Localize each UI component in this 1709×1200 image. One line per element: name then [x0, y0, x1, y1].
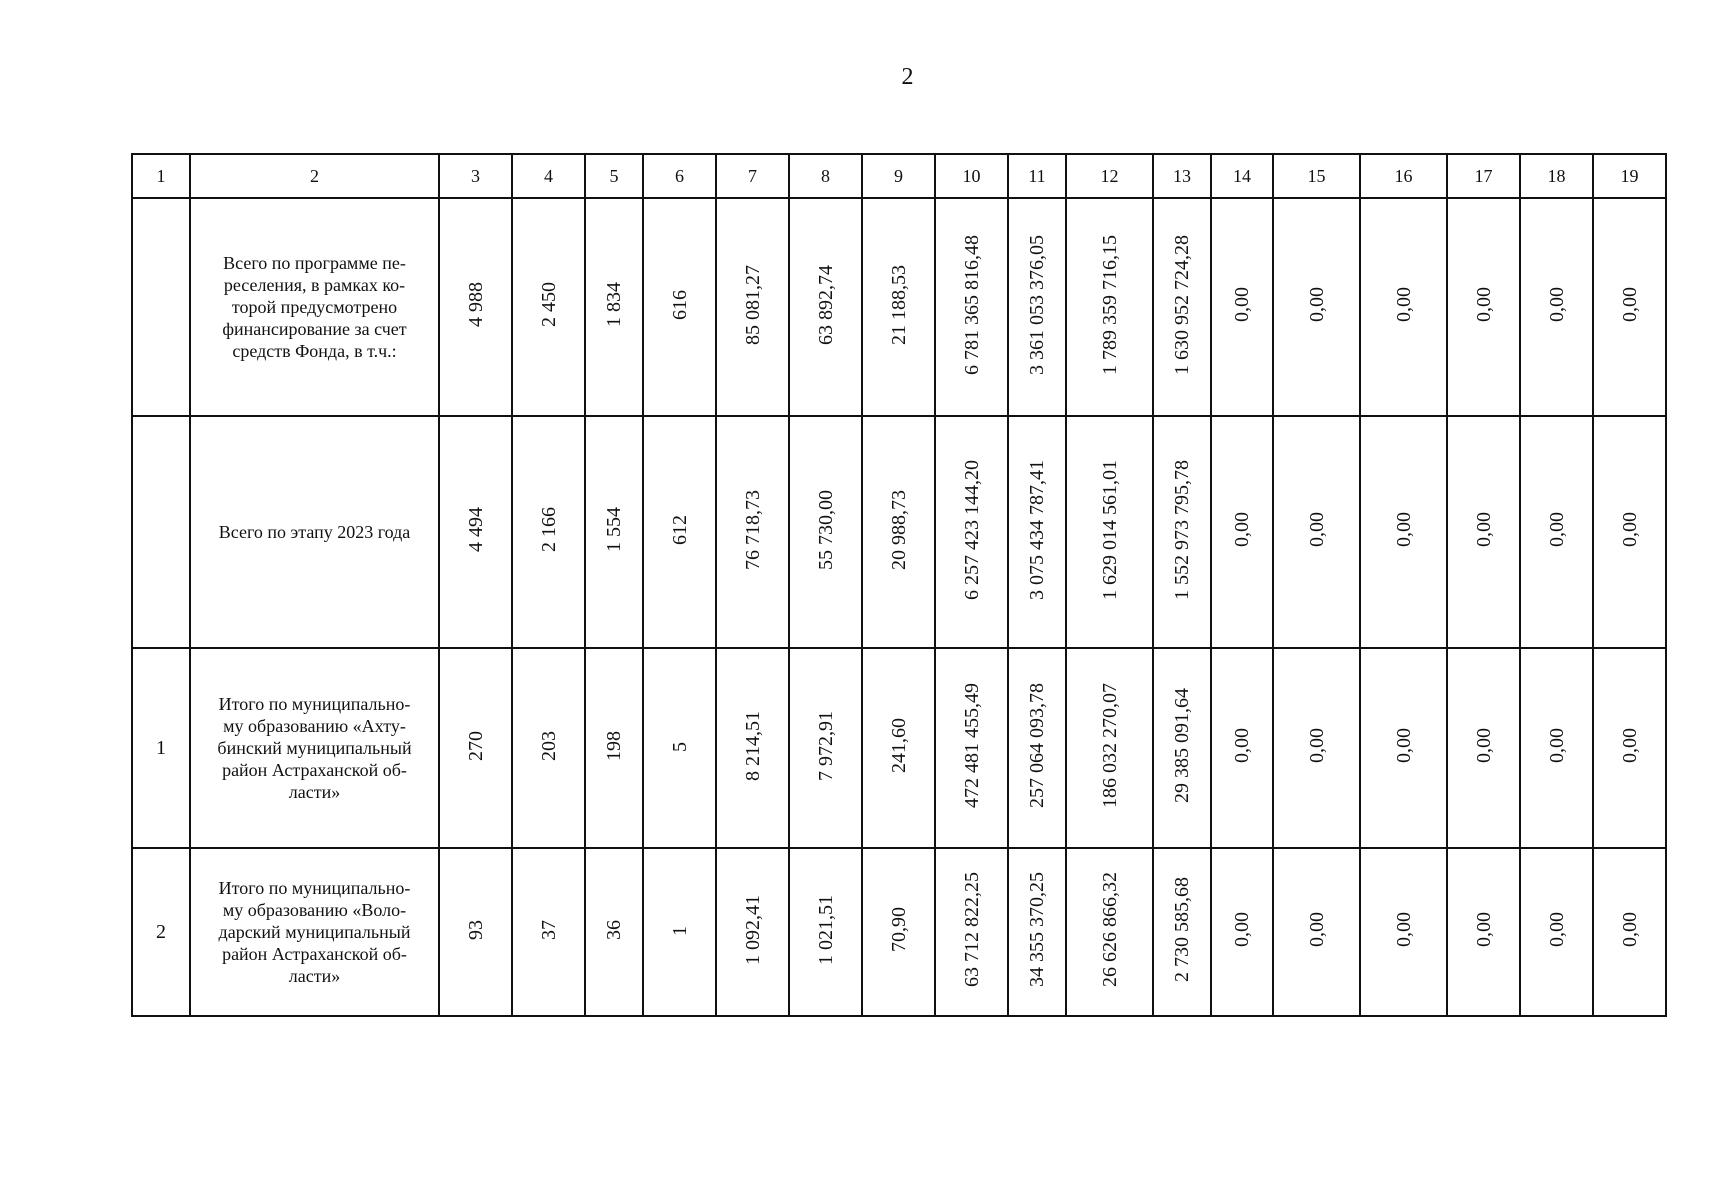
value-cell [585, 198, 643, 416]
row-label-line: район Астраханской об- [222, 760, 407, 780]
row-label-cell [190, 416, 439, 648]
value-cell [1520, 198, 1593, 416]
value-text: 36 [603, 919, 625, 940]
value-cell [512, 198, 585, 416]
value-text: 241,60 [887, 718, 910, 773]
column-header: 7 [716, 154, 789, 198]
column-header: 3 [439, 154, 512, 198]
value-text: 0,00 [1472, 287, 1495, 322]
row-label-line: Итого по муниципально- [218, 878, 411, 898]
value-cell [585, 416, 643, 648]
value-cell [1520, 416, 1593, 648]
value-cell [643, 198, 716, 416]
value-text: 0,00 [1545, 912, 1568, 947]
value-text: 3 361 053 376,05 [1026, 234, 1048, 375]
value-cell [1520, 648, 1593, 848]
value-cell [512, 648, 585, 848]
row-label-line: Итого по муниципально- [218, 694, 411, 714]
value-text: 0,00 [1472, 912, 1495, 947]
value-text: 20 988,73 [887, 489, 910, 570]
value-text: 203 [537, 730, 560, 761]
column-header: 5 [585, 154, 643, 198]
header-row [132, 154, 1666, 198]
column-header: 2 [190, 154, 439, 198]
value-cell [1447, 416, 1520, 648]
value-text: 7 972,91 [814, 710, 837, 781]
value-text: 55 730,00 [814, 489, 837, 570]
value-cell [1593, 416, 1666, 648]
value-text: 63 892,74 [814, 264, 837, 345]
value-cell [716, 848, 789, 1016]
value-text: 0,00 [1305, 912, 1328, 947]
column-header: 12 [1066, 154, 1153, 198]
row-number-cell [132, 198, 190, 416]
value-cell [862, 848, 935, 1016]
value-text: 76 718,73 [741, 489, 764, 570]
value-cell [512, 848, 585, 1016]
row-label-line: реселения, в рамках ко- [223, 275, 406, 295]
row-number-cell: 2 [132, 848, 190, 1016]
column-header: 9 [862, 154, 935, 198]
value-text: 1 021,51 [814, 894, 837, 965]
value-cell [1211, 648, 1273, 848]
value-cell [1447, 848, 1520, 1016]
value-text: 1 [668, 926, 691, 936]
value-text: 63 712 822,25 [960, 872, 983, 987]
value-cell [1360, 648, 1447, 848]
column-header: 11 [1008, 154, 1066, 198]
row-label-line: финансирование за счет [222, 319, 407, 339]
row-label-line: ласти» [288, 966, 341, 986]
row-label-line: му образованию «Воло- [222, 900, 407, 920]
value-cell [1593, 198, 1666, 416]
row-label-line: дарский муниципальный [218, 922, 411, 942]
value-cell [789, 416, 862, 648]
value-text: 0,00 [1472, 728, 1495, 763]
value-text: 0,00 [1472, 512, 1495, 547]
row-number-cell: 1 [132, 648, 190, 848]
column-header: 8 [789, 154, 862, 198]
column-header: 18 [1520, 154, 1593, 198]
value-text: 4 494 [464, 507, 487, 552]
value-cell [439, 198, 512, 416]
value-text: 6 781 365 816,48 [960, 234, 983, 375]
value-text: 1 554 [603, 507, 625, 552]
column-header: 4 [512, 154, 585, 198]
value-text: 257 064 093,78 [1026, 683, 1048, 808]
row-label-line: район Астраханской об- [222, 944, 407, 964]
value-text: 612 [668, 514, 691, 545]
column-header: 15 [1273, 154, 1360, 198]
value-text: 2 730 585,68 [1171, 877, 1193, 982]
value-cell [1360, 416, 1447, 648]
value-cell [1211, 848, 1273, 1016]
row-label-line: Всего по программе пе- [223, 253, 406, 273]
column-header: 16 [1360, 154, 1447, 198]
value-cell [1447, 198, 1520, 416]
value-text: 70,90 [887, 907, 910, 952]
value-text: 186 032 270,07 [1098, 683, 1121, 808]
value-cell [1520, 848, 1593, 1016]
value-cell [789, 848, 862, 1016]
value-text: 0,00 [1305, 287, 1328, 322]
value-text: 1 630 952 724,28 [1171, 234, 1193, 375]
value-cell [789, 198, 862, 416]
value-cell [1153, 848, 1211, 1016]
value-text: 0,00 [1231, 287, 1253, 322]
column-header: 1 [132, 154, 190, 198]
value-cell [1008, 198, 1066, 416]
value-cell [1066, 198, 1153, 416]
value-cell [862, 416, 935, 648]
row-label-line: бинский муниципальный [217, 738, 412, 758]
page-number: 2 [901, 64, 914, 90]
value-text: 0,00 [1618, 728, 1641, 763]
value-cell [643, 416, 716, 648]
value-text: 3 075 434 787,41 [1026, 459, 1048, 600]
value-cell [1066, 648, 1153, 848]
value-text: 0,00 [1392, 512, 1415, 547]
value-text: 34 355 370,25 [1026, 872, 1048, 987]
value-text: 0,00 [1545, 728, 1568, 763]
value-text: 4 988 [464, 282, 487, 327]
value-cell [585, 848, 643, 1016]
value-cell [1273, 848, 1360, 1016]
value-cell [935, 848, 1008, 1016]
value-cell [585, 648, 643, 848]
value-text: 93 [464, 919, 487, 940]
value-cell [1211, 198, 1273, 416]
value-text: 2 450 [537, 282, 560, 327]
value-text: 0,00 [1618, 512, 1641, 547]
value-text: 472 481 455,49 [960, 683, 983, 808]
value-text: 0,00 [1545, 512, 1568, 547]
value-cell [716, 648, 789, 848]
value-cell [1153, 198, 1211, 416]
value-cell [439, 416, 512, 648]
value-text: 6 257 423 144,20 [960, 459, 983, 600]
value-cell [1066, 848, 1153, 1016]
value-cell [1360, 848, 1447, 1016]
value-text: 270 [464, 730, 487, 761]
value-cell [1008, 848, 1066, 1016]
value-text: 0,00 [1392, 912, 1415, 947]
value-cell [1273, 416, 1360, 648]
row-label-line: торой предусмотрено [231, 297, 398, 317]
value-cell [862, 648, 935, 848]
value-text: 29 385 091,64 [1171, 688, 1193, 803]
table-row [132, 848, 1666, 1016]
value-cell [1593, 648, 1666, 848]
value-text: 85 081,27 [741, 264, 764, 345]
value-cell [935, 648, 1008, 848]
row-label-cell [190, 848, 439, 1016]
value-cell [1273, 648, 1360, 848]
value-cell [935, 198, 1008, 416]
value-cell [1008, 416, 1066, 648]
value-text: 0,00 [1618, 912, 1641, 947]
value-text: 26 626 866,32 [1098, 872, 1121, 987]
value-cell [643, 848, 716, 1016]
value-text: 0,00 [1231, 512, 1253, 547]
value-cell [1273, 198, 1360, 416]
value-text: 0,00 [1392, 287, 1415, 322]
value-text: 0,00 [1392, 728, 1415, 763]
row-label-cell [190, 648, 439, 848]
value-text: 0,00 [1305, 512, 1328, 547]
value-cell [716, 198, 789, 416]
value-text: 616 [668, 289, 691, 320]
value-cell [716, 416, 789, 648]
value-cell [1211, 416, 1273, 648]
value-text: 0,00 [1305, 728, 1328, 763]
row-label-line: ласти» [288, 782, 341, 802]
value-cell [1447, 648, 1520, 848]
column-header: 19 [1593, 154, 1666, 198]
value-cell [1593, 848, 1666, 1016]
value-cell [643, 648, 716, 848]
value-cell [439, 648, 512, 848]
value-text: 0,00 [1231, 912, 1253, 947]
value-cell [1360, 198, 1447, 416]
value-cell [862, 198, 935, 416]
value-text: 1 552 973 795,78 [1171, 459, 1193, 600]
value-text: 2 166 [537, 507, 560, 552]
column-header: 17 [1447, 154, 1520, 198]
value-text: 1 834 [603, 282, 625, 327]
value-cell [789, 648, 862, 848]
value-text: 1 789 359 716,15 [1098, 234, 1121, 375]
resettlement-table [131, 153, 1667, 1017]
value-cell [1066, 416, 1153, 648]
row-number-cell [132, 416, 190, 648]
value-text: 198 [603, 730, 625, 761]
table-row [132, 648, 1666, 848]
column-header: 6 [643, 154, 716, 198]
value-text: 1 629 014 561,01 [1098, 459, 1121, 600]
value-cell [1153, 648, 1211, 848]
value-text: 0,00 [1618, 287, 1641, 322]
row-label-line: му образованию «Ахту- [223, 716, 406, 736]
value-cell [935, 416, 1008, 648]
value-text: 0,00 [1231, 728, 1253, 763]
value-cell [512, 416, 585, 648]
table-row [132, 198, 1666, 416]
value-text: 0,00 [1545, 287, 1568, 322]
value-text: 5 [668, 742, 691, 752]
value-cell [1153, 416, 1211, 648]
column-header: 10 [935, 154, 1008, 198]
column-header: 14 [1211, 154, 1273, 198]
table-row [132, 416, 1666, 648]
value-text: 1 092,41 [741, 894, 764, 965]
row-label-line: средств Фонда, в т.ч.: [232, 341, 397, 361]
value-text: 37 [537, 919, 560, 940]
value-cell [1008, 648, 1066, 848]
value-text: 21 188,53 [887, 264, 910, 345]
value-text: 8 214,51 [741, 710, 764, 781]
value-cell [439, 848, 512, 1016]
row-label-line: Всего по этапу 2023 года [218, 522, 411, 542]
column-header: 13 [1153, 154, 1211, 198]
row-label-cell [190, 198, 439, 416]
